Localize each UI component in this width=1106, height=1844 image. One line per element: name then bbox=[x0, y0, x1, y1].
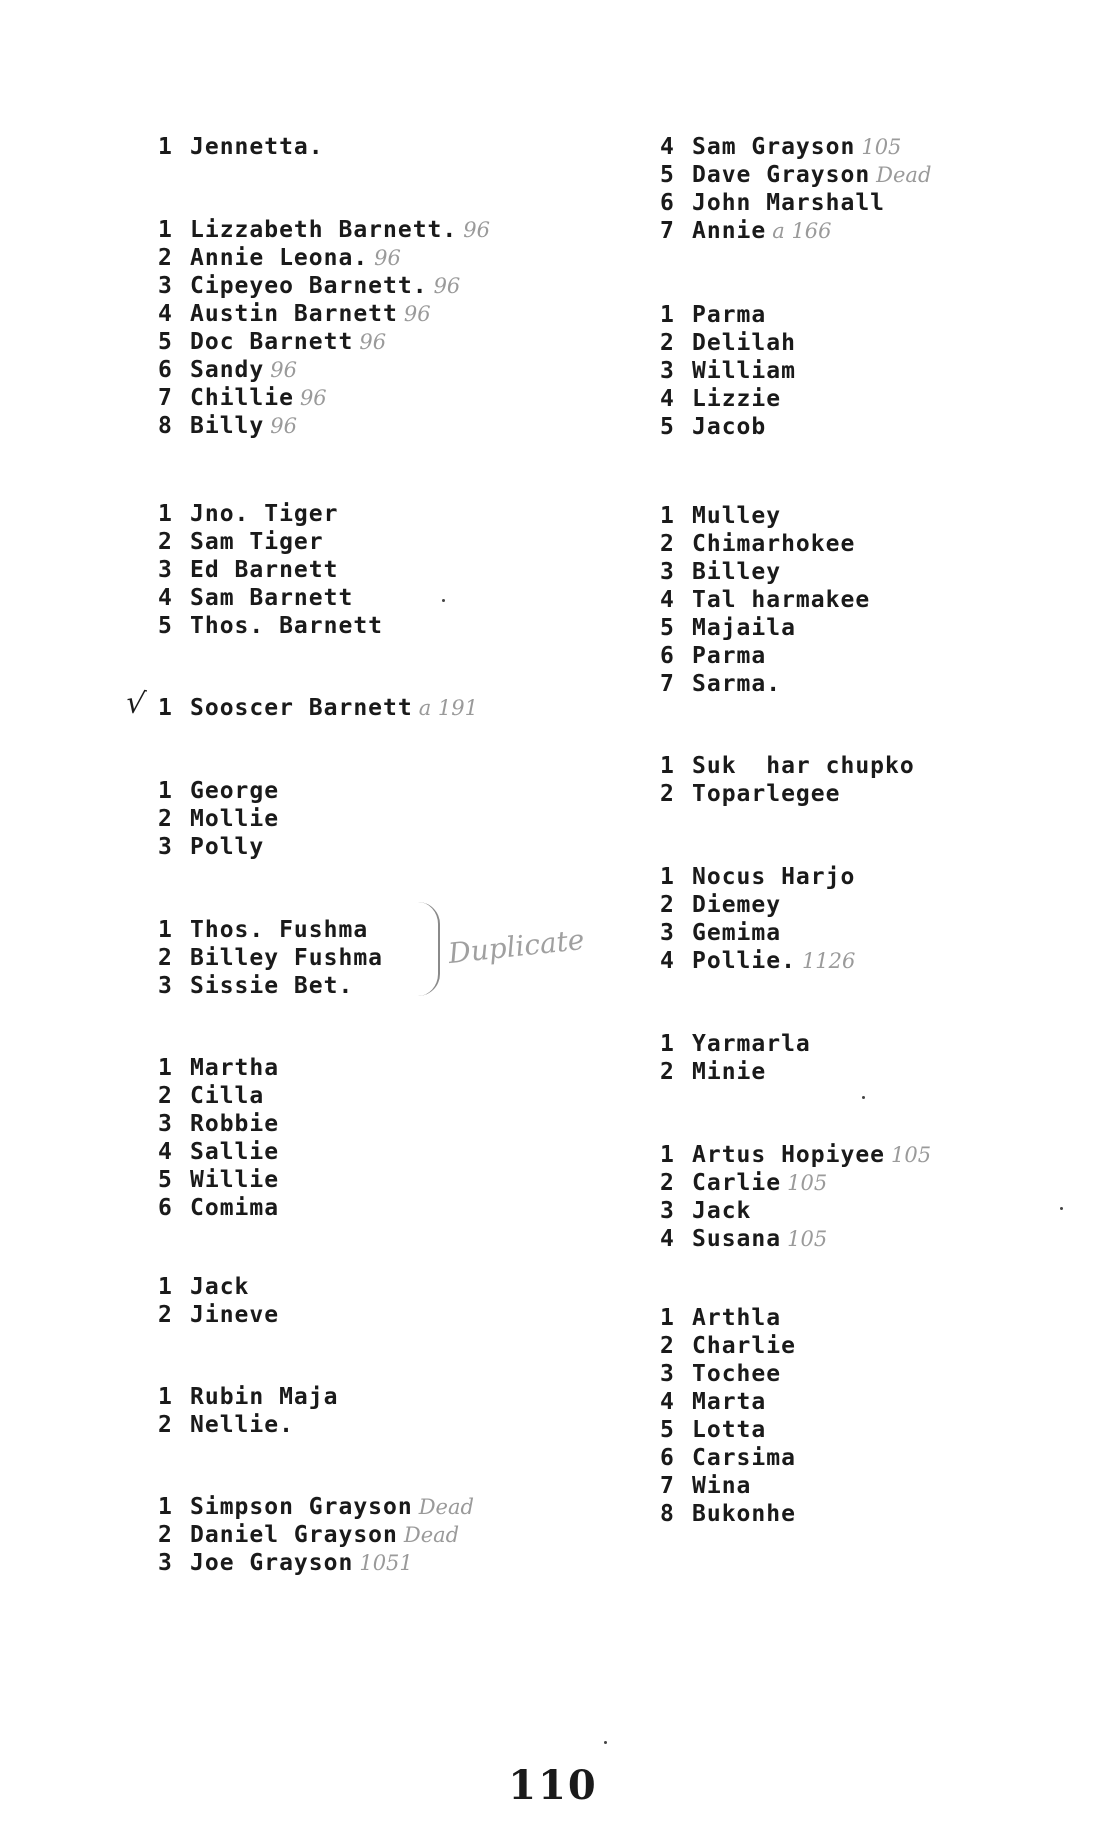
list-item bbox=[660, 780, 915, 808]
entry-number: 1 bbox=[158, 217, 173, 243]
list-item bbox=[660, 586, 870, 614]
entry-number: 4 bbox=[158, 585, 173, 611]
list-item bbox=[660, 301, 796, 329]
entry-number: 2 bbox=[660, 1170, 675, 1196]
list-item bbox=[660, 919, 855, 947]
list-item bbox=[158, 528, 383, 556]
entry-name: Ed Barnett bbox=[190, 557, 339, 583]
handwritten-note: 96 bbox=[374, 246, 401, 270]
entry-name: Robbie bbox=[190, 1111, 280, 1137]
list-item bbox=[660, 1360, 796, 1388]
list-item bbox=[158, 1549, 474, 1577]
entry-name: Lotta bbox=[692, 1417, 767, 1443]
list-item bbox=[660, 1472, 796, 1500]
handwritten-note: 105 bbox=[787, 1171, 828, 1195]
list-item bbox=[660, 558, 870, 586]
handwritten-note: 1126 bbox=[801, 949, 856, 973]
entry-name: Comima bbox=[190, 1195, 280, 1221]
entry-name: Carlie bbox=[692, 1170, 782, 1196]
list-item bbox=[660, 1388, 796, 1416]
entry-name: Simpson Grayson bbox=[190, 1494, 413, 1520]
entry-name: Artus Hopiyee bbox=[692, 1142, 886, 1168]
list-item bbox=[660, 1444, 796, 1472]
family-group bbox=[158, 216, 490, 440]
page-number: 110 bbox=[508, 1762, 598, 1809]
entry-number: 4 bbox=[158, 1139, 173, 1165]
entry-number: 1 bbox=[158, 778, 173, 804]
family-group bbox=[158, 916, 383, 1000]
list-item bbox=[158, 1110, 279, 1138]
entry-name: Nocus Harjo bbox=[692, 864, 856, 890]
entry-number: 7 bbox=[660, 218, 675, 244]
list-item bbox=[660, 863, 855, 891]
list-item bbox=[660, 670, 870, 698]
entry-name: Mollie bbox=[190, 806, 280, 832]
list-item bbox=[158, 272, 490, 300]
handwritten-note: 96 bbox=[270, 358, 297, 382]
entry-number: 4 bbox=[158, 301, 173, 327]
list-item bbox=[660, 891, 855, 919]
list-item bbox=[158, 328, 490, 356]
handwritten-note: 1051 bbox=[359, 1551, 413, 1575]
entry-name: Sandy bbox=[190, 357, 265, 383]
family-group bbox=[158, 694, 478, 722]
list-item bbox=[660, 947, 855, 975]
entry-number: 6 bbox=[660, 1445, 675, 1471]
list-item bbox=[158, 777, 279, 805]
entry-name: Toparlegee bbox=[692, 781, 841, 807]
bracket-note-text: Duplicate bbox=[446, 922, 586, 971]
check-mark-icon: √ bbox=[123, 684, 148, 723]
list-item bbox=[660, 133, 931, 161]
list-item bbox=[660, 752, 915, 780]
entry-name: Bukonhe bbox=[692, 1501, 796, 1527]
list-item bbox=[660, 161, 931, 189]
entry-name: Mulley bbox=[692, 503, 782, 529]
entry-name: Sissie Bet. bbox=[190, 973, 354, 999]
family-group bbox=[660, 863, 855, 975]
list-item bbox=[158, 1138, 279, 1166]
list-item bbox=[660, 1416, 796, 1444]
entry-number: 2 bbox=[660, 1333, 675, 1359]
list-item bbox=[158, 612, 383, 640]
scan-speck bbox=[1060, 1207, 1063, 1210]
entry-number: 3 bbox=[158, 557, 173, 583]
entry-name: Arthla bbox=[692, 1305, 782, 1331]
list-item bbox=[660, 1332, 796, 1360]
entry-number: 3 bbox=[158, 834, 173, 860]
entry-name: Sooscer Barnett bbox=[190, 695, 413, 721]
handwritten-note: Dead bbox=[876, 163, 932, 187]
list-item bbox=[158, 300, 490, 328]
family-group bbox=[158, 1273, 279, 1329]
entry-number: 4 bbox=[660, 1389, 675, 1415]
entry-name: Lizzabeth Barnett. bbox=[190, 217, 458, 243]
entry-number: 5 bbox=[660, 1417, 675, 1443]
entry-number: 1 bbox=[660, 503, 675, 529]
list-item bbox=[660, 1197, 931, 1225]
duplicate-bracket-note bbox=[418, 902, 608, 998]
family-group bbox=[660, 1304, 796, 1528]
entry-name: Jack bbox=[190, 1274, 250, 1300]
entry-name: Susana bbox=[692, 1226, 782, 1252]
family-group bbox=[660, 752, 915, 808]
entry-number: 2 bbox=[158, 1083, 173, 1109]
entry-number: 6 bbox=[660, 643, 675, 669]
list-item bbox=[158, 1082, 279, 1110]
entry-name: Sarma. bbox=[692, 671, 782, 697]
entry-name: Jennetta. bbox=[190, 134, 324, 160]
entry-number: 5 bbox=[660, 162, 675, 188]
entry-name: Joe Grayson bbox=[190, 1550, 354, 1576]
entry-number: 1 bbox=[158, 1274, 173, 1300]
entry-name: Chillie bbox=[190, 385, 294, 411]
entry-name: Charlie bbox=[692, 1333, 796, 1359]
family-group bbox=[158, 777, 279, 861]
entry-name: Sam Tiger bbox=[190, 529, 324, 555]
list-item bbox=[158, 1301, 279, 1329]
entry-name: Diemey bbox=[692, 892, 782, 918]
list-item bbox=[660, 1169, 931, 1197]
list-item bbox=[158, 972, 383, 1000]
entry-name: Doc Barnett bbox=[190, 329, 354, 355]
entry-number: 1 bbox=[660, 1305, 675, 1331]
entry-name: Nellie. bbox=[190, 1412, 294, 1438]
entry-name: Billy bbox=[190, 413, 265, 439]
entry-name: Wina bbox=[692, 1473, 752, 1499]
scan-speck bbox=[862, 1096, 865, 1099]
entry-name: Billey Fushma bbox=[190, 945, 384, 971]
entry-number: 4 bbox=[660, 1226, 675, 1252]
entry-name: Austin Barnett bbox=[190, 301, 398, 327]
handwritten-note: 96 bbox=[359, 330, 387, 354]
family-group bbox=[158, 133, 324, 161]
entry-number: 7 bbox=[660, 671, 675, 697]
entry-name: Annie bbox=[692, 218, 767, 244]
entry-number: 3 bbox=[158, 1550, 173, 1576]
list-item bbox=[158, 500, 383, 528]
entry-name: Tochee bbox=[692, 1361, 782, 1387]
entry-name: Suk har chupko bbox=[692, 753, 915, 779]
entry-name: Carsima bbox=[692, 1445, 796, 1471]
entry-number: 4 bbox=[660, 386, 675, 412]
list-item bbox=[660, 413, 796, 441]
entry-name: Sam Grayson bbox=[692, 134, 856, 160]
list-item bbox=[660, 357, 796, 385]
entry-name: Daniel Grayson bbox=[190, 1522, 398, 1548]
list-item bbox=[158, 244, 490, 272]
family-group bbox=[158, 1493, 474, 1577]
list-item bbox=[660, 1141, 931, 1169]
family-group bbox=[660, 133, 931, 245]
entry-number: 2 bbox=[158, 1302, 173, 1328]
entry-number: 3 bbox=[158, 1111, 173, 1137]
entry-number: 3 bbox=[660, 1361, 675, 1387]
entry-name: Pollie. bbox=[692, 948, 796, 974]
list-item bbox=[158, 556, 383, 584]
entry-name: Rubin Maja bbox=[190, 1384, 339, 1410]
entry-number: 1 bbox=[158, 134, 173, 160]
entry-number: 3 bbox=[158, 973, 173, 999]
list-item bbox=[158, 584, 383, 612]
entry-name: Gemima bbox=[692, 920, 782, 946]
entry-name: Parma bbox=[692, 643, 767, 669]
entry-name: Martha bbox=[190, 1055, 280, 1081]
entry-number: 1 bbox=[158, 1384, 173, 1410]
list-item bbox=[158, 833, 279, 861]
scan-speck bbox=[442, 599, 445, 602]
entry-number: 4 bbox=[660, 587, 675, 613]
entry-number: 6 bbox=[158, 1195, 173, 1221]
handwritten-note: a 191 bbox=[418, 696, 478, 720]
entry-name: Thos. Fushma bbox=[190, 917, 369, 943]
list-item bbox=[158, 384, 490, 412]
entry-number: 5 bbox=[158, 329, 173, 355]
entry-number: 5 bbox=[660, 414, 675, 440]
entry-number: 1 bbox=[660, 1031, 675, 1057]
entry-number: 1 bbox=[158, 501, 173, 527]
entry-number: 2 bbox=[660, 330, 675, 356]
list-item bbox=[660, 1304, 796, 1332]
entry-name: George bbox=[190, 778, 280, 804]
list-item bbox=[158, 805, 279, 833]
entry-name: Marta bbox=[692, 1389, 767, 1415]
entry-name: Lizzie bbox=[692, 386, 782, 412]
family-group bbox=[660, 1141, 931, 1253]
entry-number: 1 bbox=[158, 1494, 173, 1520]
list-item bbox=[158, 694, 478, 722]
list-item bbox=[158, 1194, 279, 1222]
entry-number: 2 bbox=[158, 245, 173, 271]
family-group bbox=[660, 502, 870, 698]
list-item bbox=[158, 1383, 338, 1411]
handwritten-note: Dead bbox=[418, 1495, 474, 1519]
entry-number: 3 bbox=[158, 273, 173, 299]
handwritten-note: 96 bbox=[433, 274, 461, 298]
entry-name: Jacob bbox=[692, 414, 767, 440]
family-group bbox=[158, 500, 383, 640]
entry-number: 8 bbox=[158, 413, 173, 439]
handwritten-note: 105 bbox=[861, 135, 902, 159]
entry-number: 6 bbox=[660, 190, 675, 216]
list-item bbox=[158, 1521, 474, 1549]
entry-number: 2 bbox=[158, 1412, 173, 1438]
list-item bbox=[158, 916, 383, 944]
entry-number: 7 bbox=[660, 1473, 675, 1499]
entry-number: 5 bbox=[660, 615, 675, 641]
entry-name: Cilla bbox=[190, 1083, 265, 1109]
entry-number: 2 bbox=[158, 1522, 173, 1548]
handwritten-note: 105 bbox=[891, 1143, 932, 1167]
entry-number: 7 bbox=[158, 385, 173, 411]
entry-number: 2 bbox=[158, 806, 173, 832]
family-group bbox=[660, 1030, 811, 1086]
entry-number: 2 bbox=[158, 529, 173, 555]
handwritten-note: 96 bbox=[270, 414, 297, 438]
entry-number: 4 bbox=[660, 134, 675, 160]
entry-name: Annie Leona. bbox=[190, 245, 369, 271]
handwritten-note: 96 bbox=[299, 386, 327, 410]
entry-name: Billey bbox=[692, 559, 782, 585]
handwritten-note: Dead bbox=[403, 1523, 460, 1547]
entry-name: Jno. Tiger bbox=[190, 501, 339, 527]
scan-speck bbox=[604, 1741, 607, 1744]
list-item bbox=[158, 1493, 474, 1521]
entry-number: 1 bbox=[158, 695, 173, 721]
entry-name: Dave Grayson bbox=[692, 162, 871, 188]
list-item bbox=[660, 502, 870, 530]
entry-number: 3 bbox=[660, 1198, 675, 1224]
entry-number: 2 bbox=[158, 945, 173, 971]
entry-name: William bbox=[692, 358, 796, 384]
list-item bbox=[158, 1054, 279, 1082]
list-item bbox=[660, 530, 870, 558]
entry-number: 1 bbox=[158, 917, 173, 943]
entry-number: 2 bbox=[660, 892, 675, 918]
list-item bbox=[158, 412, 490, 440]
entry-number: 2 bbox=[660, 531, 675, 557]
entry-number: 1 bbox=[660, 864, 675, 890]
entry-number: 1 bbox=[660, 302, 675, 328]
list-item bbox=[158, 1166, 279, 1194]
entry-name: Cipeyeo Barnett. bbox=[190, 273, 428, 299]
entry-number: 6 bbox=[158, 357, 173, 383]
list-item bbox=[158, 1411, 338, 1439]
entry-number: 4 bbox=[660, 948, 675, 974]
entry-name: Chimarhokee bbox=[692, 531, 856, 557]
family-group bbox=[660, 301, 796, 441]
list-item bbox=[660, 614, 870, 642]
list-item bbox=[660, 1225, 931, 1253]
entry-number: 3 bbox=[660, 920, 675, 946]
entry-name: Tal harmakee bbox=[692, 587, 871, 613]
list-item bbox=[660, 385, 796, 413]
family-group bbox=[158, 1054, 279, 1222]
entry-name: Jack bbox=[692, 1198, 752, 1224]
entry-name: Thos. Barnett bbox=[190, 613, 384, 639]
entry-number: 2 bbox=[660, 1059, 675, 1085]
list-item bbox=[158, 216, 490, 244]
entry-name: Majaila bbox=[692, 615, 796, 641]
entry-name: Minie bbox=[692, 1059, 767, 1085]
entry-number: 1 bbox=[660, 1142, 675, 1168]
entry-number: 5 bbox=[158, 1167, 173, 1193]
list-item bbox=[660, 189, 931, 217]
entry-name: Jineve bbox=[190, 1302, 280, 1328]
family-group bbox=[158, 1383, 338, 1439]
list-item bbox=[660, 329, 796, 357]
entry-name: Polly bbox=[190, 834, 265, 860]
handwritten-note: 96 bbox=[403, 302, 431, 326]
list-item bbox=[660, 1058, 811, 1086]
list-item bbox=[660, 1500, 796, 1528]
entry-name: Sallie bbox=[190, 1139, 280, 1165]
handwritten-note: 105 bbox=[787, 1227, 828, 1251]
list-item bbox=[660, 642, 870, 670]
list-item bbox=[660, 217, 931, 245]
bracket-icon bbox=[418, 902, 440, 996]
entry-name: John Marshall bbox=[692, 190, 886, 216]
entry-number: 1 bbox=[158, 1055, 173, 1081]
entry-name: Delilah bbox=[692, 330, 796, 356]
entry-number: 5 bbox=[158, 613, 173, 639]
list-item bbox=[158, 944, 383, 972]
entry-number: 3 bbox=[660, 559, 675, 585]
entry-number: 1 bbox=[660, 753, 675, 779]
entry-name: Yarmarla bbox=[692, 1031, 811, 1057]
entry-number: 2 bbox=[660, 781, 675, 807]
list-item bbox=[158, 1273, 279, 1301]
entry-name: Parma bbox=[692, 302, 767, 328]
list-item bbox=[158, 356, 490, 384]
handwritten-note: 96 bbox=[463, 218, 490, 242]
entry-name: Sam Barnett bbox=[190, 585, 354, 611]
entry-number: 3 bbox=[660, 358, 675, 384]
entry-number: 8 bbox=[660, 1501, 675, 1527]
list-item bbox=[660, 1030, 811, 1058]
handwritten-note: a 166 bbox=[772, 219, 832, 243]
entry-name: Willie bbox=[190, 1167, 280, 1193]
list-item bbox=[158, 133, 324, 161]
